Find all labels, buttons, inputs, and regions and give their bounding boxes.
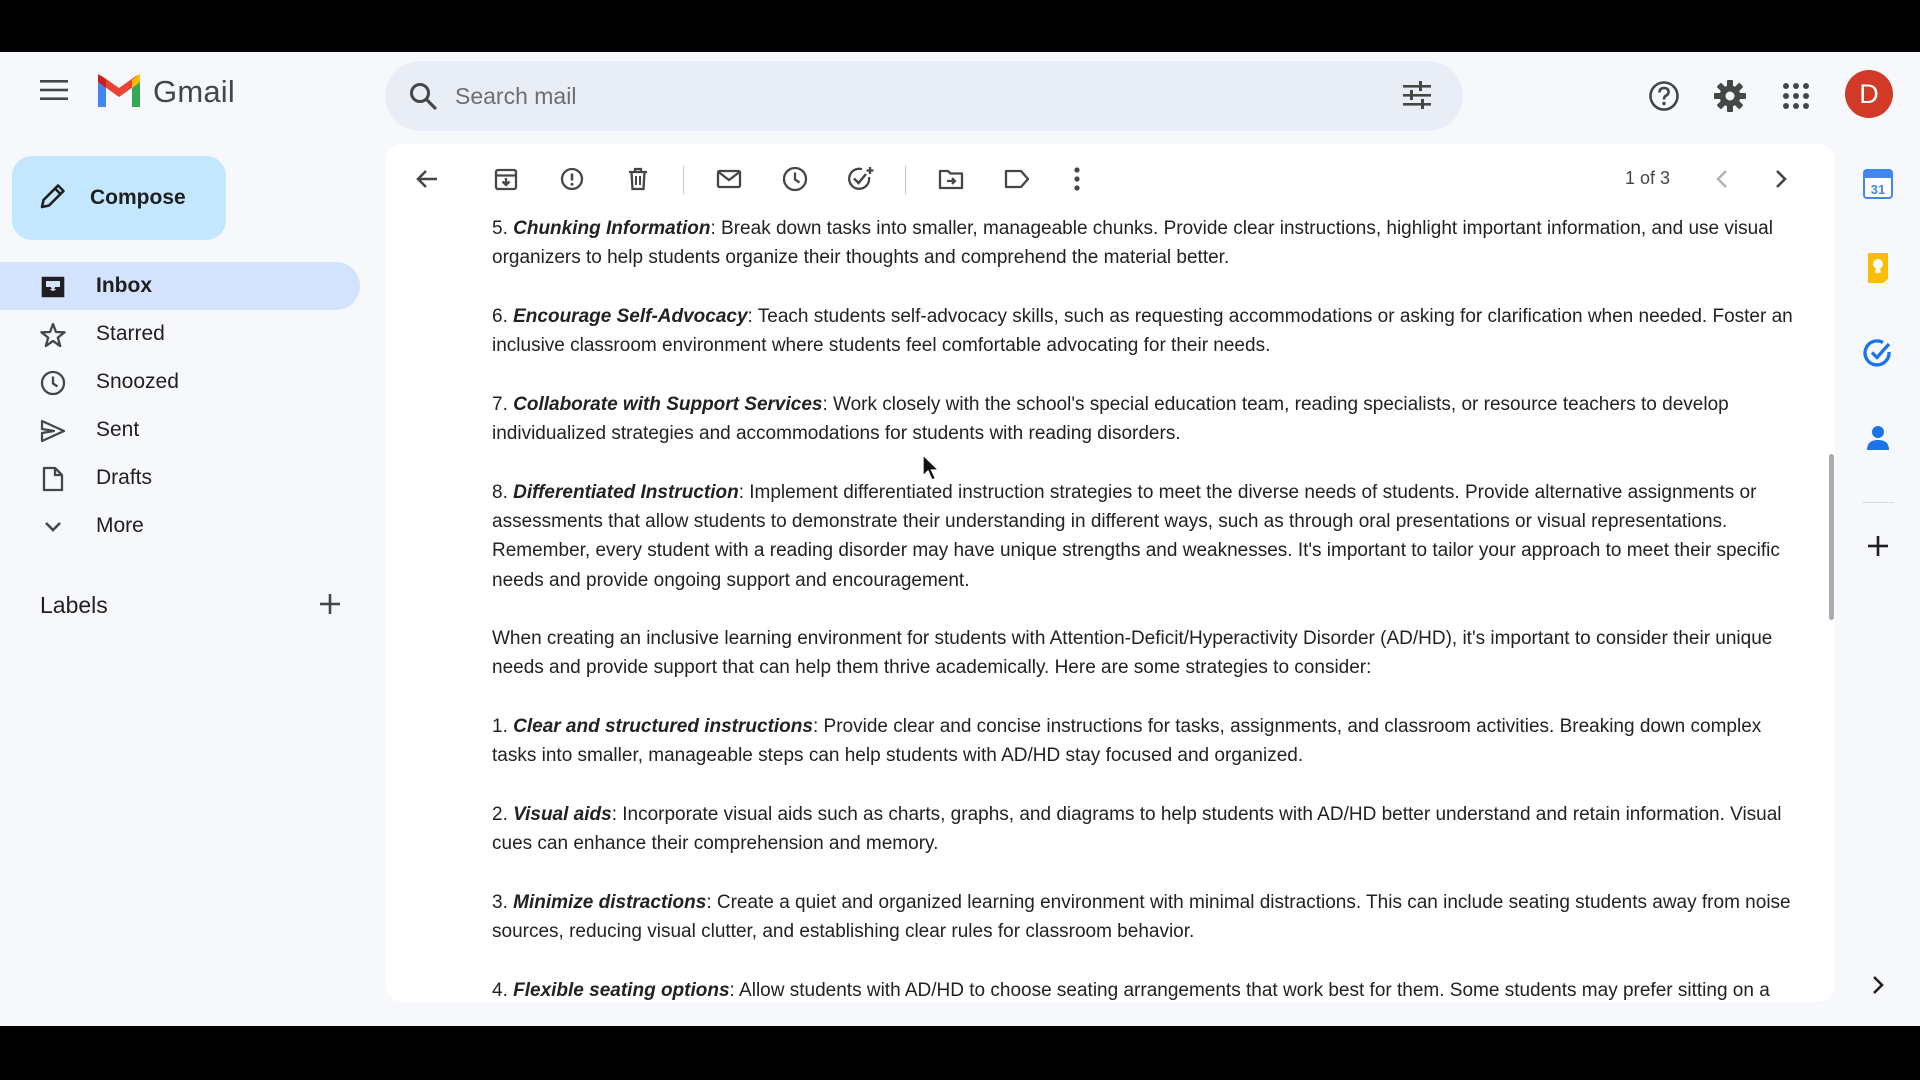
search-icon[interactable] [403,81,443,111]
move-to-icon[interactable] [934,162,968,196]
search-bar[interactable] [385,61,1463,131]
mouse-pointer-icon [922,454,940,487]
add-label-icon[interactable] [318,592,342,621]
message-toolbar [385,144,1835,214]
sidebar-item-label: Inbox [96,274,152,297]
hamburger-icon [40,79,68,101]
get-addons-plus-icon[interactable] [1860,528,1896,564]
delete-trash-icon[interactable] [621,162,655,196]
label-tag-icon[interactable] [1000,162,1034,196]
sidebar-item-label: Starred [96,322,165,345]
main-menu-button[interactable] [34,70,74,110]
email-paragraph: 8. Differentiated Instruction: Implement differentiated instruction strategies to meet the diverse needs of students. Provide alternative assignments or assessments that allow students to demonstrate their understanding in different ways, such as through oral presentations or visual representations. Remember, every student with a reading disorder may have unique strengths and weaknesses. It's important to tailor your approach to meet their specific needs and provide ongoing support and encouragement. [492,481,1780,591]
item-title: Visual aids [513,803,612,825]
keep-icon[interactable] [1860,250,1896,286]
inbox-icon [40,274,66,300]
message-view [385,144,1835,1002]
item-title: Differentiated Instruction [513,481,739,503]
older-chevron-right-icon[interactable] [1764,162,1798,196]
sidebar-nav [0,262,360,550]
toolbar-divider [905,166,906,194]
app-name: Gmail [153,74,235,109]
pencil-icon [38,181,68,216]
add-to-tasks-icon[interactable] [844,162,878,196]
support-icon[interactable] [1642,74,1686,118]
search-options-icon[interactable] [1401,80,1433,115]
gmail-logo[interactable] [95,74,235,110]
rail-divider [1862,502,1894,503]
email-paragraph: 2. Visual aids: Incorporate visual aids such as charts, graphs, and diagrams to help students with AD/HD better understand and retain information. Visual cues can enhance their comprehension and memory. [492,803,1782,855]
toolbar-divider [683,166,684,194]
mark-unread-icon[interactable] [712,162,746,196]
newer-chevron-left-icon[interactable] [1705,162,1739,196]
compose-button[interactable] [12,156,226,240]
message-body [492,214,1810,1002]
gmail-m-icon [95,74,143,110]
sidebar-item-label: Sent [96,418,140,441]
contacts-icon[interactable] [1860,420,1896,456]
email-paragraph: When creating an inclusive learning environment for students with Attention-Deficit/Hyperactivity Disorder (AD/HD), it's important to consider their unique needs and provide support that can help them thrive academically. Here are some strategies to consider: [492,628,1773,679]
settings-gear-icon[interactable] [1708,74,1752,118]
gmail-app [0,52,1920,1026]
chevron-down-icon [40,514,66,540]
email-paragraph: 1. Clear and structured instructions: Provide clear and concise instructions for tasks, assignments, and classroom activities. Breaking down complex tasks into smaller, manageable steps can help students with AD/HD stay focused and organized. [492,716,1762,767]
search-input[interactable] [453,82,1357,111]
item-title: Clear and structured instructions [513,716,813,738]
pagination-text: 1 of 3 [1625,168,1671,188]
clock-icon [40,370,66,396]
item-title: Encourage Self-Advocacy [513,305,748,327]
account-avatar[interactable]: D [1845,70,1893,118]
sidebar-item-label: More [96,514,144,537]
item-title: Minimize distractions [513,891,707,913]
draft-icon [40,466,66,492]
sidebar-item-starred[interactable] [0,310,360,358]
sidebar-item-label: Drafts [96,466,153,489]
item-title: Chunking Information [513,218,711,239]
apps-grid-icon[interactable] [1774,74,1818,118]
sidebar-item-more[interactable] [0,502,360,550]
sidebar-item-drafts[interactable] [0,454,360,502]
snooze-clock-icon[interactable] [778,162,812,196]
sidebar-item-snoozed[interactable] [0,358,360,406]
compose-label: Compose [90,186,186,209]
calendar-day: 31 [1870,182,1886,197]
calendar-icon[interactable] [1860,166,1896,202]
hide-panel-chevron-right-icon[interactable] [1860,967,1896,1003]
email-paragraph: 7. Collaborate with Support Services: Work closely with the school's special education team, reading specialists, or resource teachers to develop individualized strategies and accommodations for students with reading disorders. [492,393,1729,445]
back-arrow-icon[interactable] [410,162,444,196]
item-title: Collaborate with Support Services [513,393,823,415]
email-paragraph: 4. Flexible seating options: Allow students with AD/HD to choose seating arrangements that work best for them. Some students may prefer sitting on a [492,979,1770,1001]
more-options-icon[interactable] [1060,162,1094,196]
message-scrollbar[interactable] [1829,454,1834,620]
email-paragraph: 6. Encourage Self-Advocacy: Teach students self-advocacy skills, such as requesting accommodations or asking for clarification when needed. Foster an inclusive classroom environment where students feel comfortable advocating for their needs. [492,305,1793,357]
item-title: Flexible seating options [513,979,730,1001]
star-icon [40,322,66,348]
report-spam-icon[interactable] [555,162,589,196]
email-paragraph: 5. Chunking Information: Break down tasks into smaller, manageable chunks. Provide clear instructions, highlight important information, and use visual organizers to help students organize their thoughts and comprehend the material better. [492,218,1773,269]
archive-icon[interactable] [489,162,523,196]
labels-heading: Labels [40,592,108,618]
sidebar-item-label: Snoozed [96,370,179,393]
send-icon [40,418,66,444]
tasks-icon[interactable] [1860,335,1896,371]
email-paragraph: 3. Minimize distractions: Create a quiet and organized learning environment with minimal distractions. This can include seating students away from noise sources, reducing visual clutter, and establishing clear rules for classroom behavior. [492,891,1791,943]
sidebar-item-sent[interactable] [0,406,360,454]
sidebar-item-inbox[interactable] [0,262,360,310]
